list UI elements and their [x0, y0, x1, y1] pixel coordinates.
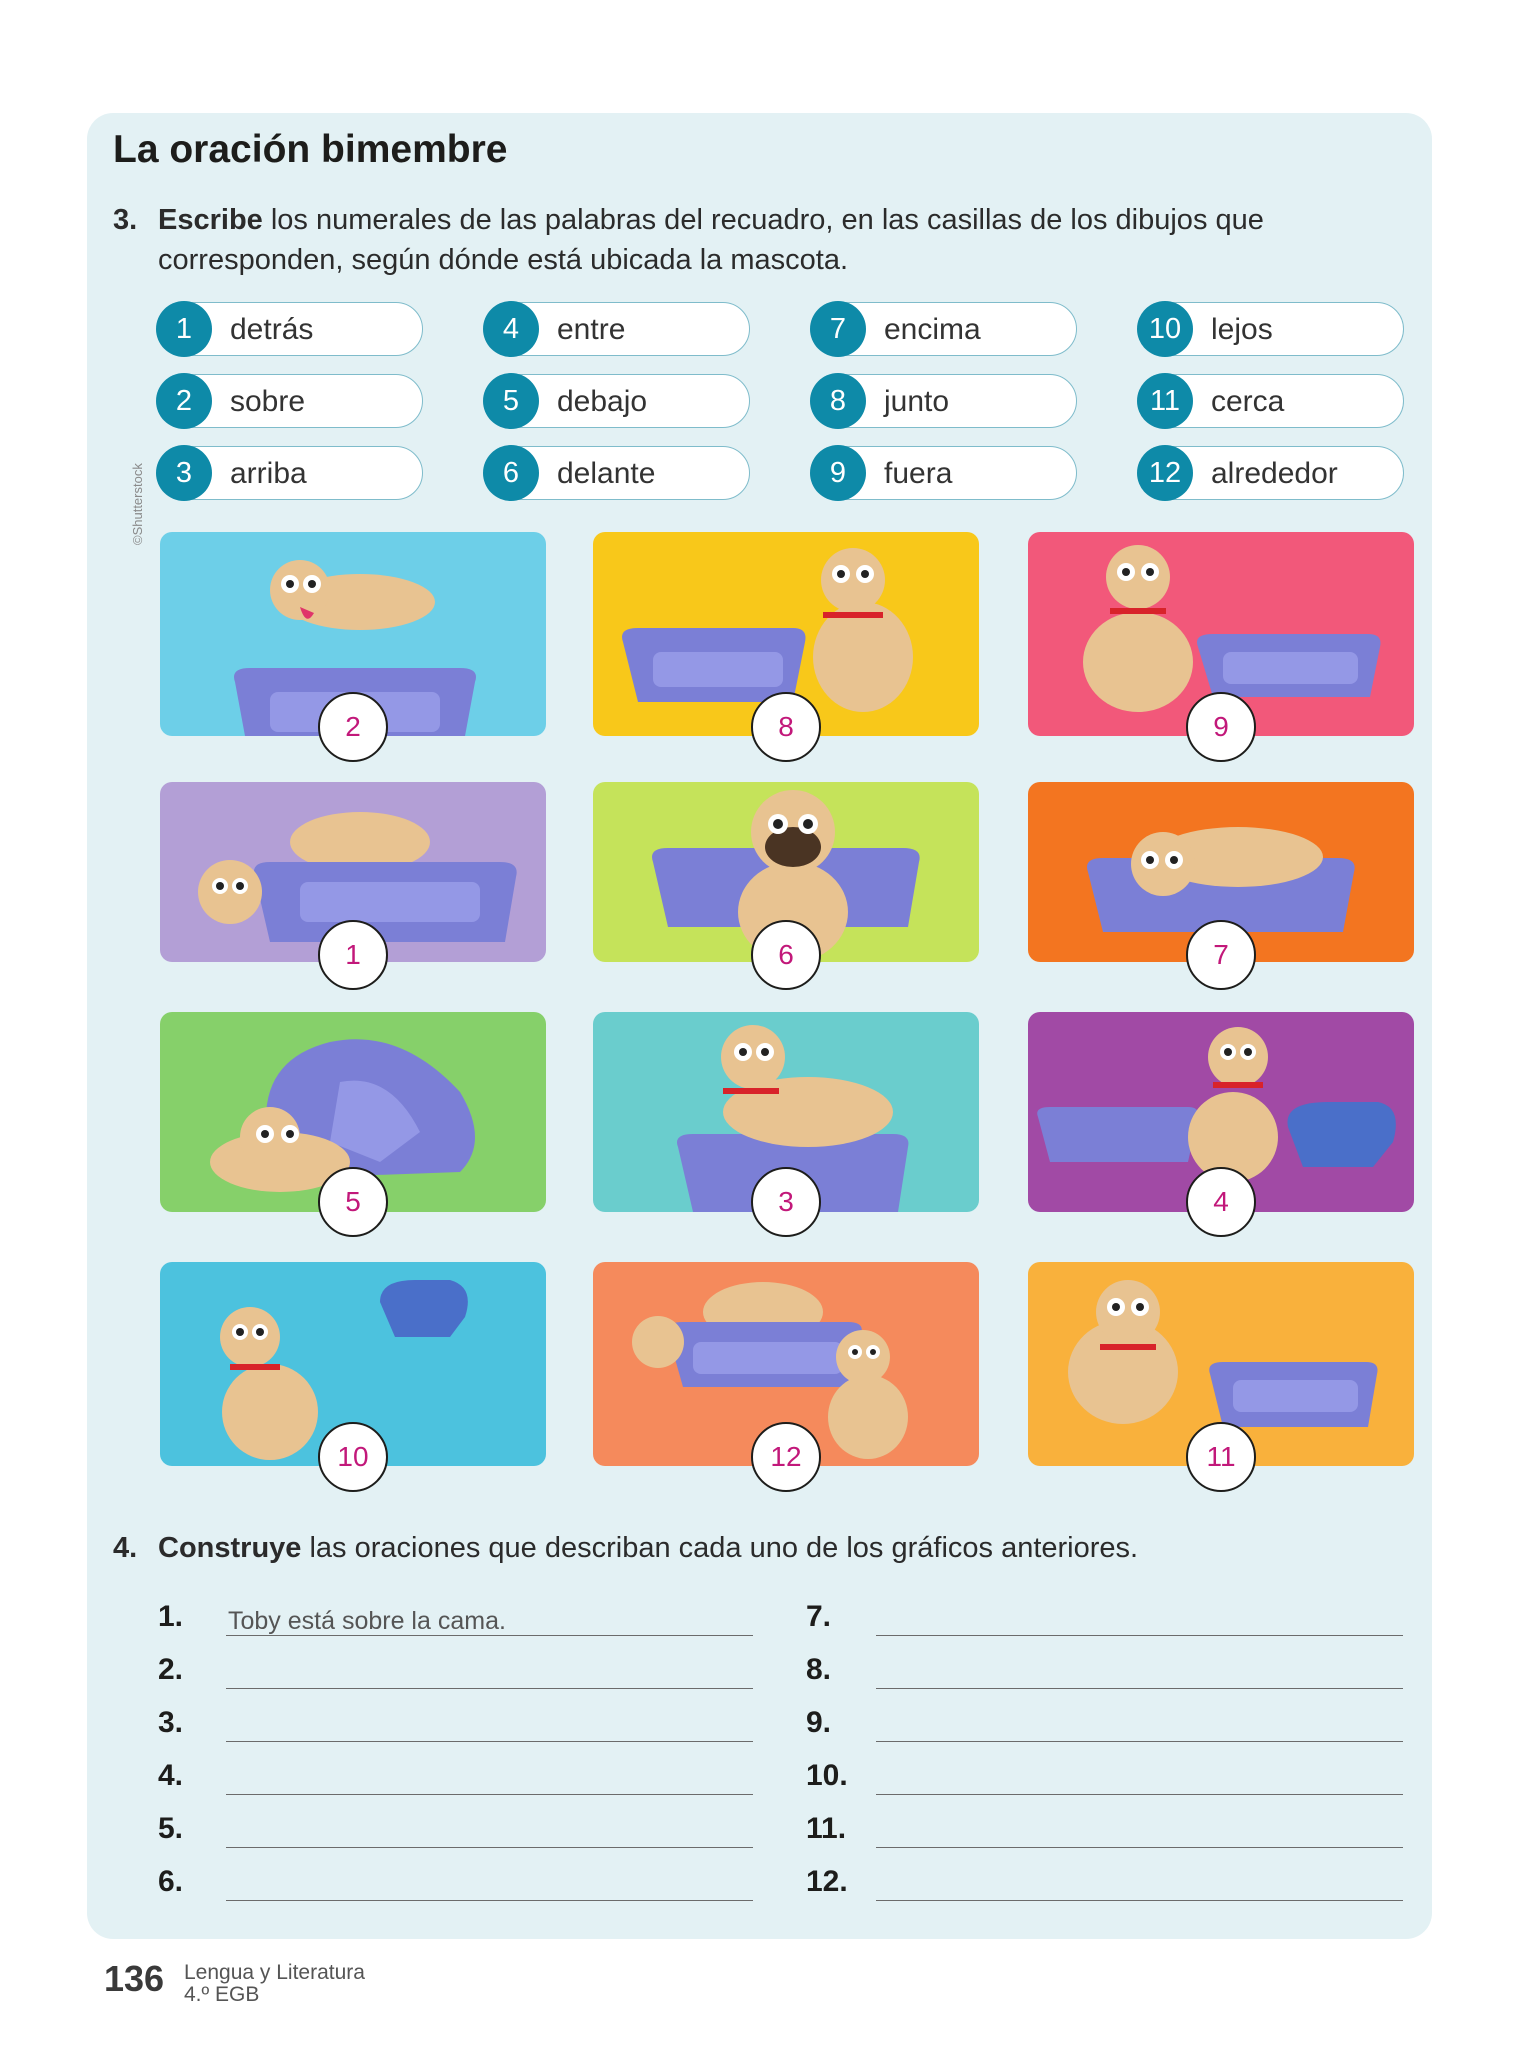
picture-2	[593, 532, 979, 742]
word-label: encima	[884, 313, 981, 346]
word-number: 7	[810, 301, 866, 357]
picture-12	[1028, 1262, 1414, 1472]
word-label: debajo	[557, 385, 648, 418]
word-item-6	[484, 446, 750, 500]
word-label: lejos	[1211, 313, 1273, 346]
word-item-8	[811, 374, 1077, 428]
sentence-answer-field[interactable]	[876, 1818, 1403, 1848]
sentence-number: 10.	[806, 1759, 848, 1792]
word-item-4	[484, 302, 750, 356]
sentence-answer-field[interactable]	[876, 1659, 1403, 1689]
image-credit: ©Shutterstock	[130, 463, 145, 545]
exercise-4-text: las oraciones que describan cada uno de los gráficos anteriores.	[309, 1532, 1139, 1564]
sentence-number: 9.	[806, 1706, 832, 1739]
answer-box[interactable]: 4	[1186, 1167, 1256, 1237]
picture-1	[160, 532, 546, 742]
answer-box[interactable]: 9	[1186, 692, 1256, 762]
answer-box[interactable]: 2	[318, 692, 388, 762]
picture-7	[160, 1012, 546, 1217]
picture-10	[160, 1262, 546, 1472]
word-label: sobre	[230, 385, 306, 418]
picture-8	[593, 1012, 979, 1217]
exercise-4-number: 4.	[113, 1532, 138, 1564]
word-label: alrededor	[1211, 457, 1338, 490]
sentence-answer-field[interactable]	[876, 1871, 1403, 1901]
sentence-answer-field[interactable]	[226, 1871, 753, 1901]
word-item-12	[1138, 446, 1404, 500]
word-label: fuera	[884, 457, 953, 490]
word-number: 6	[483, 445, 539, 501]
exercise-3-text-line2: corresponden, según dónde está ubicada la mascota.	[158, 244, 849, 276]
word-label: junto	[884, 385, 950, 418]
footer-grade: 4.º EGB	[184, 1983, 260, 2006]
picture-11	[593, 1262, 979, 1472]
exercise-3-keyword: Escribe	[158, 204, 263, 236]
word-number: 4	[483, 301, 539, 357]
sentence-number: 2.	[158, 1653, 184, 1686]
word-item-9	[811, 446, 1077, 500]
page-title: La oración bimembre	[113, 128, 508, 171]
word-item-7	[811, 302, 1077, 356]
sentence-number: 6.	[158, 1865, 184, 1898]
word-number: 2	[156, 373, 212, 429]
word-number: 12	[1137, 445, 1193, 501]
word-item-5	[484, 374, 750, 428]
sentence-number: 1.	[158, 1600, 184, 1633]
exercise-4-instructions	[113, 1532, 1138, 1565]
word-number: 10	[1137, 301, 1193, 357]
sentence-answer-field[interactable]	[226, 1765, 753, 1795]
sentence-number: 5.	[158, 1812, 184, 1845]
word-number: 11	[1137, 373, 1193, 429]
exercise-3-instructions	[113, 200, 1415, 280]
word-item-10	[1138, 302, 1404, 356]
sentence-number: 7.	[806, 1600, 832, 1633]
sentence-answer-field[interactable]	[226, 1659, 753, 1689]
picture-9	[1028, 1012, 1414, 1217]
sentence-answer-field[interactable]	[226, 1712, 753, 1742]
answer-box[interactable]: 3	[751, 1167, 821, 1237]
word-number: 8	[810, 373, 866, 429]
word-item-3	[157, 446, 423, 500]
exercise-3-text-line1: los numerales de las palabras del recuadro, en las casillas de los dibujos que	[270, 204, 1264, 236]
word-item-2	[157, 374, 423, 428]
answer-box[interactable]: 8	[751, 692, 821, 762]
word-item-11	[1138, 374, 1404, 428]
answer-box[interactable]: 12	[751, 1422, 821, 1492]
answer-box[interactable]: 5	[318, 1167, 388, 1237]
picture-6	[1028, 782, 1414, 970]
sentence-number: 12.	[806, 1865, 848, 1898]
answer-box[interactable]: 7	[1186, 920, 1256, 990]
word-label: entre	[557, 313, 626, 346]
sentence-number: 11.	[806, 1812, 847, 1845]
sentence-answer-field[interactable]	[226, 1818, 753, 1848]
word-label: detrás	[230, 313, 314, 346]
word-number: 3	[156, 445, 212, 501]
answer-box[interactable]: 10	[318, 1422, 388, 1492]
page-number: 136	[104, 1958, 165, 1999]
word-label: cerca	[1211, 385, 1285, 418]
picture-3	[1028, 532, 1414, 742]
sentence-answer-field[interactable]	[876, 1712, 1403, 1742]
word-item-1	[157, 302, 423, 356]
sentence-number: 3.	[158, 1706, 184, 1739]
word-number: 9	[810, 445, 866, 501]
word-label: delante	[557, 457, 656, 490]
sentence-answer-field[interactable]	[876, 1606, 1403, 1636]
footer-subject	[184, 1962, 365, 2006]
answer-box[interactable]: 6	[751, 920, 821, 990]
answer-box[interactable]: 11	[1186, 1422, 1256, 1492]
word-number: 5	[483, 373, 539, 429]
answer-box[interactable]: 1	[318, 920, 388, 990]
sentence-number: 4.	[158, 1759, 184, 1792]
word-label: arriba	[230, 457, 307, 490]
sentence-number: 8.	[806, 1653, 832, 1686]
exercise-4-keyword: Construye	[158, 1532, 302, 1564]
sentence-answer-field[interactable]	[876, 1765, 1403, 1795]
picture-4	[160, 782, 546, 970]
sentence-answer-field[interactable]: Toby está sobre la cama.	[226, 1606, 753, 1636]
footer-subject-name: Lengua y Literatura	[184, 1961, 365, 1984]
word-number: 1	[156, 301, 212, 357]
picture-5	[593, 782, 979, 970]
exercise-3-number: 3.	[113, 204, 138, 236]
